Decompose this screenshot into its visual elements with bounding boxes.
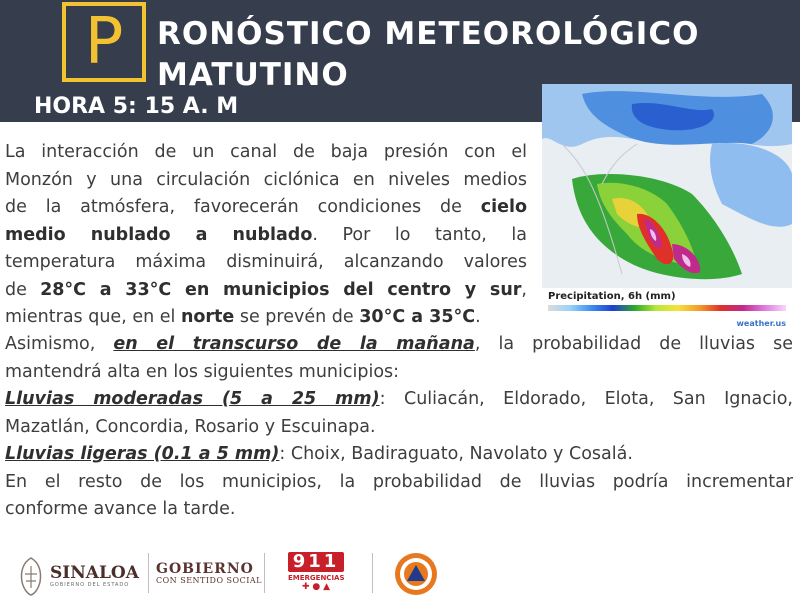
p1-line-7-bold-temp: 30°C a 35°C bbox=[359, 307, 476, 327]
title-initial: P bbox=[84, 5, 124, 79]
precipitation-color-scale bbox=[548, 305, 786, 311]
p1-line-4 bbox=[5, 222, 527, 250]
civil-protection-icon bbox=[394, 552, 438, 596]
gobierno-subtext: CON SENTIDO SOCIAL bbox=[156, 576, 262, 585]
p2-line-2: mantendrá alta en los siguientes municipios: bbox=[5, 361, 400, 382]
p1-line-1: La interacción de un canal de baja presión con el bbox=[5, 142, 527, 162]
p1-line-4-text: . Por lo tanto, la bbox=[312, 224, 528, 245]
logo-divider bbox=[264, 553, 265, 593]
p1-line-6-text: de bbox=[5, 279, 41, 300]
light-rain-list: : Choix, Badiraguato, Navolato y Cosalá. bbox=[279, 444, 633, 464]
p1-line-7-text: mientras que, en el bbox=[5, 307, 181, 327]
moderate-rain-label: Lluvias moderadas (5 a 25 mm) bbox=[5, 389, 380, 409]
weather-brand: weather.us bbox=[736, 319, 786, 328]
logo-divider bbox=[372, 553, 373, 593]
forecast-paragraph bbox=[5, 139, 527, 332]
p1-line-3-bold: cielo bbox=[480, 197, 527, 217]
p1-line-6-bold: 28°C a 33°C en municipios del centro y sur bbox=[40, 279, 522, 300]
p1-line-7-bold-north: norte bbox=[180, 307, 235, 327]
p2-line-4: Mazatlán, Concordia, Rosario y Escuinapa. bbox=[5, 416, 376, 437]
sinaloa-subtext: GOBIERNO DEL ESTADO bbox=[50, 582, 130, 588]
map-legend bbox=[542, 288, 792, 332]
p2-line-1-end: , la probabilidad de lluvias se bbox=[474, 334, 793, 354]
p2-line-3 bbox=[5, 386, 793, 414]
p1-line-4-bold: medio nublado a nublado bbox=[5, 224, 313, 245]
sinaloa-crest-icon bbox=[18, 556, 44, 596]
p1-line-6 bbox=[5, 277, 527, 305]
report-time: HORA 5: 15 A. M bbox=[34, 94, 239, 119]
p2-line-6: En el resto de los municipios, la probabilidad de lluvias podría incrementar bbox=[5, 471, 793, 492]
p2-line-7: conforme avance la tarde. bbox=[5, 499, 236, 519]
precipitation-map-image bbox=[542, 84, 792, 288]
rain-paragraph bbox=[5, 331, 793, 524]
emergency-label: EMERGENCIAS bbox=[288, 574, 345, 582]
p1-line-7-mid: se prevén de bbox=[234, 307, 360, 327]
p1-line-3-text: de la atmósfera, favorecerán condiciones de bbox=[5, 197, 481, 217]
gobierno-logo bbox=[156, 562, 262, 585]
p1-line-7-end: . bbox=[475, 307, 481, 327]
gobierno-text: GOBIERNO bbox=[156, 561, 254, 577]
emergency-911-logo bbox=[288, 552, 344, 592]
footer-logos bbox=[0, 548, 800, 600]
title-initial-box bbox=[62, 2, 146, 82]
p1-line-7 bbox=[5, 304, 527, 332]
p1-line-2: Monzón y una circulación ciclónica en niveles medios bbox=[5, 169, 527, 190]
sinaloa-text: SINALOA bbox=[50, 563, 139, 583]
p2-line-1 bbox=[5, 331, 793, 359]
p2-line-1-text: Asimismo, bbox=[5, 334, 114, 354]
title-line-1: RONÓSTICO METEOROLÓGICO bbox=[157, 16, 700, 52]
p1-line-6-end: , bbox=[521, 279, 527, 300]
title-line-2: MATUTINO bbox=[157, 57, 349, 93]
moderate-rain-list: : Culiacán, Eldorado, Elota, San Ignacio, bbox=[379, 389, 793, 409]
p2-line-5 bbox=[5, 441, 793, 469]
precipitation-title: Precipitation, 6h (mm) bbox=[548, 291, 676, 302]
p1-line-3 bbox=[5, 194, 527, 222]
p2-line-1-emphasis: en el transcurso de la mañana bbox=[113, 334, 475, 354]
sinaloa-logo bbox=[18, 556, 139, 596]
precipitation-map bbox=[542, 84, 792, 332]
light-rain-label: Lluvias ligeras (0.1 a 5 mm) bbox=[5, 444, 280, 464]
logo-divider bbox=[148, 553, 149, 593]
emergency-services-icon: ✚ ● ▲ bbox=[301, 582, 331, 592]
p1-line-5: temperatura máxima disminuirá, alcanzando valores bbox=[5, 252, 527, 272]
emergency-number: 911 bbox=[288, 552, 344, 572]
